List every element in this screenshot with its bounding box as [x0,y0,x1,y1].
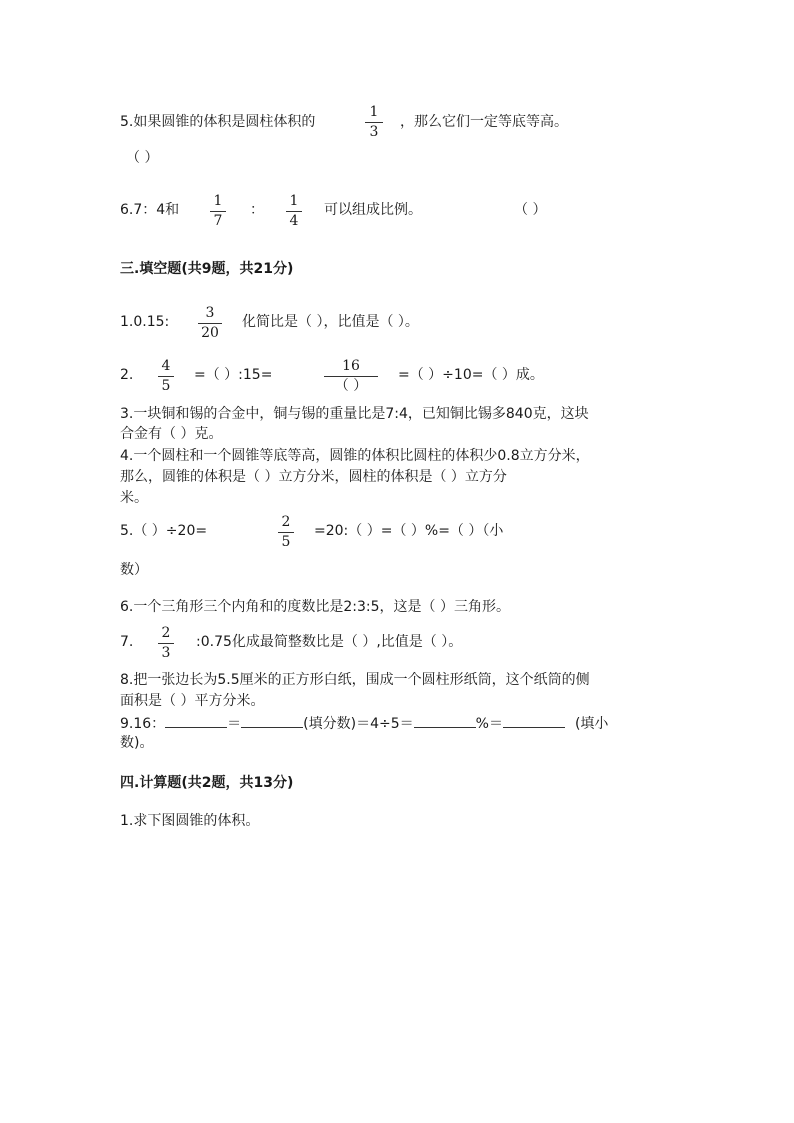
judge-q6-colon: ： [250,202,264,218]
fill-q2-number: 2. [120,367,134,383]
fill-q3-line2: 合金有（ ）克。 [120,426,223,442]
fill-q4-line3: 米。 [120,490,148,506]
fill-q5-text: 5.（ ）÷20= [120,523,208,539]
judge-q6-text: 6.7：4和 [120,202,180,218]
judge-q5-text: 5.如果圆锥的体积是圆柱体积的 [120,114,316,130]
calc-q1-text: 1.求下图圆锥的体积。 [120,813,260,829]
fill-q1-text-after: 化简比是（ ），比值是（ ）。 [242,314,419,330]
fill-q9-blank-1[interactable] [165,713,227,728]
fill-q4-line1: 4.一个圆柱和一个圆锥等底等高，圆锥的体积比圆柱的体积少0.8立方分米， [120,448,590,464]
section-3-title: 三.填空题(共9题，共21分) [120,261,294,277]
fill-q2-text-after: =（ ）÷10=（ ）成。 [398,367,544,383]
judge-q6-answer-paren[interactable]: （ ） [514,202,547,218]
judge-q6-text-after: 可以组成比例。 [324,202,422,218]
fill-q8-line1: 8.把一张边长为5.5厘米的正方形白纸，围成一个圆柱形纸筒，这个纸筒的侧 [120,672,590,688]
fill-q3-line1: 3.一块铜和锡的合金中，铜与锡的重量比是7:4，已知铜比锡多840克，这块 [120,406,589,422]
fill-q7-fraction: 2 3 [158,625,174,662]
fill-q1-text: 1.0.15: [120,314,170,330]
fill-q6-text: 6.一个三角形三个内角和的度数比是2:3:5，这是（ ）三角形。 [120,599,510,615]
fill-q5-text-after: =20:（ ）=（ ）%=（ ）（小 [314,523,504,539]
fill-q2-fraction: 4 5 [158,358,174,395]
fill-q4-line2: 那么，圆锥的体积是（ ）立方分米，圆柱的体积是（ ）立方分 [120,469,507,485]
fill-q9-blank-3[interactable] [414,713,476,728]
fill-q2-fraction-2: 16 （ ） [324,358,378,395]
fill-q9-line1: 9.16： ＝ (填分数)＝4÷5＝ %＝ (填小 [120,713,608,734]
judge-q5-fraction: 1 3 [365,104,383,141]
fill-q5-fraction: 2 5 [278,514,294,551]
fill-q5-line2: 数） [120,562,148,578]
judge-q5-text-after: ，那么它们一定等底等高。 [400,114,568,130]
judge-q6-fraction-1: 1 7 [210,193,226,230]
fill-q9-blank-4[interactable] [503,713,565,728]
fill-q8-line2: 面积是（ ）平方分米。 [120,693,265,709]
judge-q5-answer-paren[interactable]: （ ） [126,150,159,166]
fill-q7-number: 7. [120,634,134,650]
fill-q9-blank-2[interactable] [241,713,303,728]
section-4-title: 四.计算题(共2题，共13分) [120,775,294,791]
fill-q1-fraction: 3 20 [198,305,222,342]
judge-q6-fraction-2: 1 4 [286,193,302,230]
fill-q2-text-mid: =（ ）:15= [194,367,273,383]
fill-q7-text-after: :0.75化成最简整数比是（ ）,比值是（ ）。 [196,634,463,650]
fill-q9-line2: 数)。 [120,735,154,751]
